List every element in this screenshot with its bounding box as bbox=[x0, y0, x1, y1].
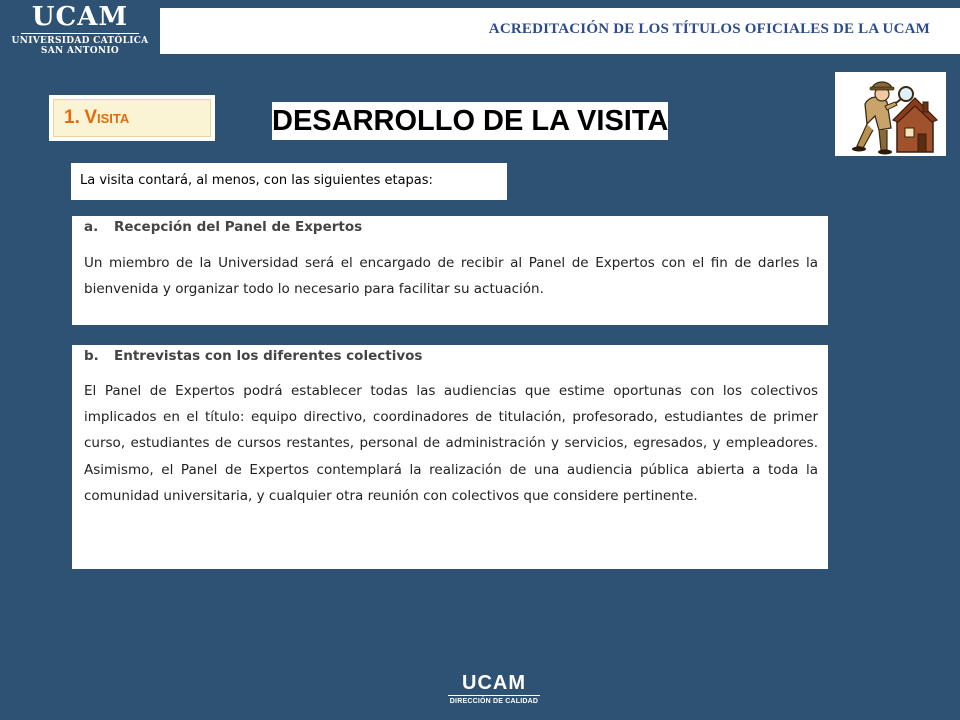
intro-text: La visita contará, al menos, con las siguientes etapas: bbox=[80, 173, 433, 188]
page-title: DESARROLLO DE LA VISITA bbox=[272, 102, 668, 140]
stage-letter: a. bbox=[84, 219, 99, 235]
footer-logo-name: UCAM bbox=[462, 672, 526, 694]
section-word-initial: V bbox=[84, 107, 97, 128]
footer-logo bbox=[438, 672, 550, 714]
stage-heading bbox=[84, 219, 818, 235]
ucam-logo bbox=[0, 0, 160, 58]
stage-heading bbox=[84, 348, 818, 364]
stage-body: Un miembro de la Universidad será el encargado de recibir al Panel de Expertos con el fin de darles la bienvenida y organizar todo lo necesario para facilitar su actuación. bbox=[84, 255, 818, 297]
stage-title: Entrevistas con los diferentes colectivos bbox=[114, 348, 423, 364]
logo-name: UCAM bbox=[31, 2, 129, 32]
section-tag-label bbox=[64, 107, 129, 129]
logo-divider bbox=[21, 33, 139, 34]
header-title-band bbox=[160, 8, 960, 54]
stage-letter: b. bbox=[84, 348, 99, 364]
section-tag bbox=[49, 95, 215, 141]
section-word-rest: ISITA bbox=[97, 111, 130, 126]
section-number: 1. bbox=[64, 107, 80, 128]
stage-title: Recepción del Panel de Expertos bbox=[114, 219, 363, 235]
stage-body: El Panel de Expertos podrá establecer todas las audiencias que estime oportunas con los colectivos implicados en el título: equipo directivo, coordinadores de titulación, profesorado, estudiantes de primer curso, estudiantes de cursos restantes, personal de administración y servicios, egresados, y empleadores. Asimismo, el Panel de Expertos contemplará la realización de una audiencia pública abierta a toda la comunidad universitaria, y cualquier otra reunión con colectivos que considere pertinente. bbox=[84, 383, 818, 504]
footer-subtitle: DIRECCIÓN DE CALIDAD bbox=[449, 698, 539, 705]
detective-illustration-svg bbox=[835, 72, 946, 156]
section-tag-frame bbox=[53, 99, 211, 137]
stage-panel-reception bbox=[72, 216, 828, 325]
logo-subtitle-line1: UNIVERSIDAD CATÓLICA bbox=[11, 36, 149, 46]
logo-subtitle-line2: SAN ANTONIO bbox=[40, 46, 120, 56]
header-bar bbox=[0, 0, 960, 58]
header-title: ACREDITACIÓN DE LOS TÍTULOS OFICIALES DE LA UCAM bbox=[488, 21, 930, 37]
detective-inspecting-house-icon bbox=[835, 72, 946, 156]
stage-panel-interviews bbox=[72, 345, 828, 569]
intro-box bbox=[71, 163, 507, 200]
footer-divider bbox=[448, 695, 540, 696]
